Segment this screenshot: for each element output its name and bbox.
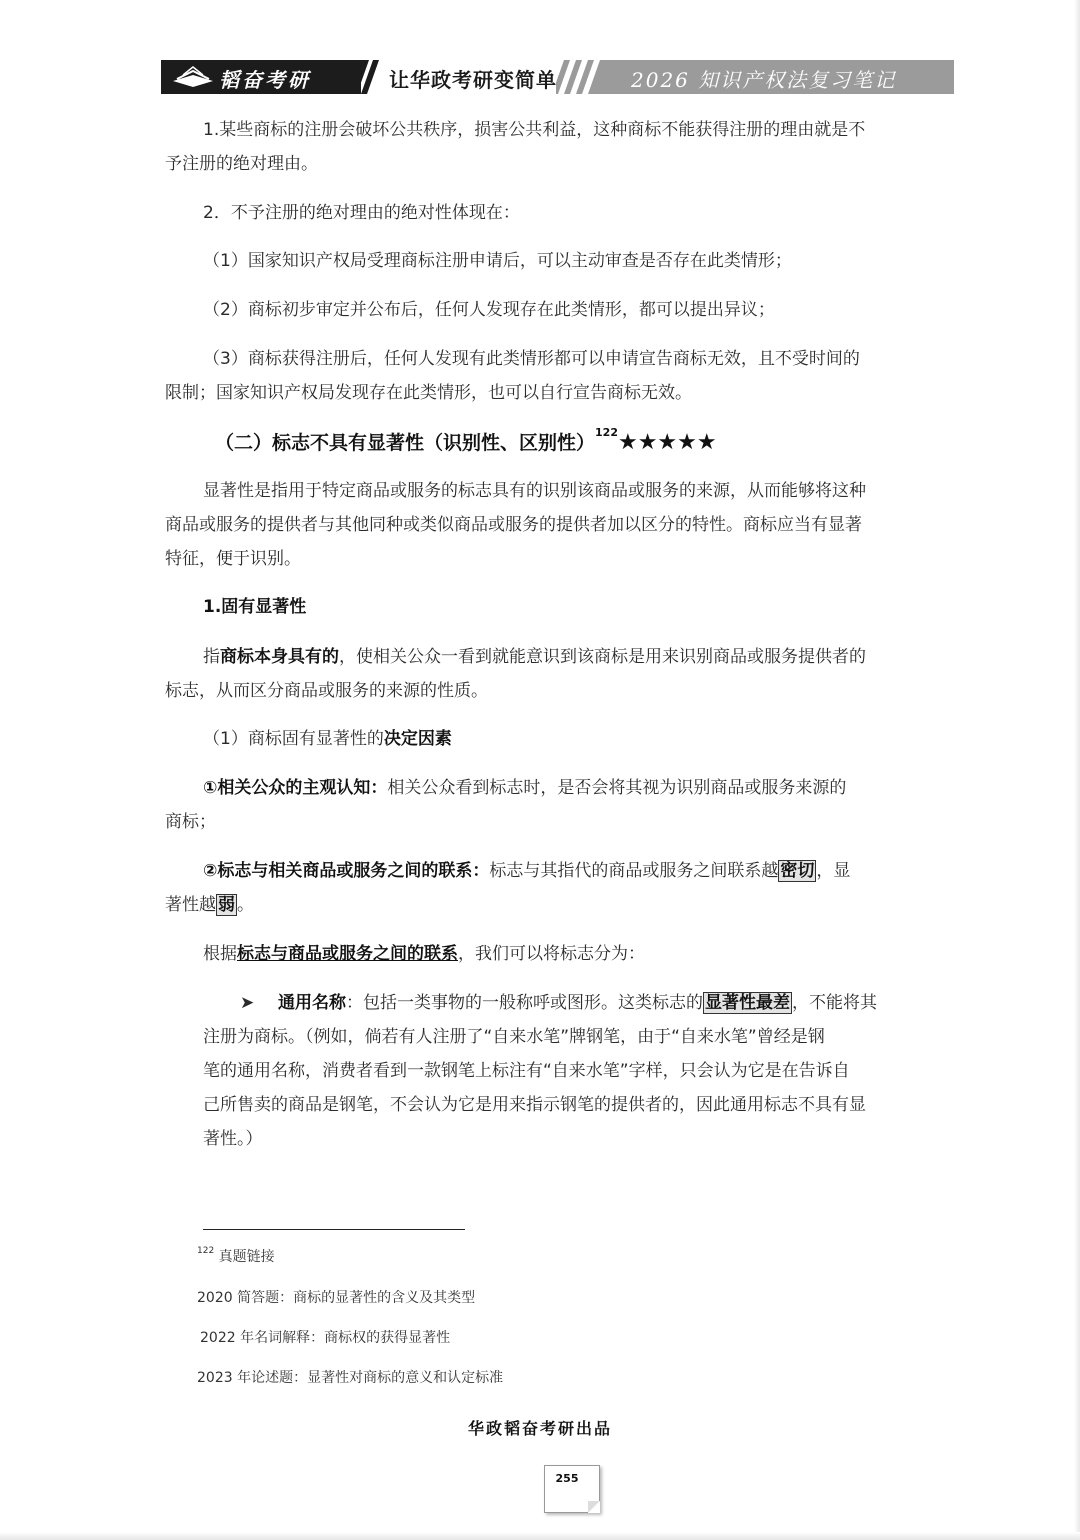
page-number-tag [544,1465,600,1513]
text-run: ，显 [816,861,851,881]
bold-run: 通用名称 [278,993,346,1013]
paragraph-4-line-1 [203,640,866,674]
subheading-inherent: 1.固有显著性 [203,597,307,617]
list-item-3-line-2: 限制；国家知识产权局发现存在此类情形，也可以自行宣告商标无效。 [165,383,692,403]
footnote-divider [203,1229,465,1230]
book-title-block [601,60,954,94]
bullet-line-2: 注册为商标。（例如，倘若有人注册了“自来水笔”牌钢笔，由于“自来水笔”曾经是钢 [203,1027,825,1047]
footnote-number: 122 [197,1246,215,1256]
footnote-item-3: 2023 年论述题：显著性对商标的意义和认定标准 [197,1370,504,1386]
boxed-keyword: 显著性最差 [705,993,790,1013]
underlined-bold-run: 标志与商品或服务之间的联系 [237,944,458,964]
text-run: ，使相关公众一看到就能意识到该商标是用来识别商品或服务提供者的 [339,647,866,667]
text-run: ，不能将其 [792,993,877,1013]
page-edge-bottom [0,1532,1080,1540]
text-run: 。 [237,895,254,915]
paragraph-3-line-2: 商品或服务的提供者与其他同种或类似商品或服务的提供者加以区分的特性。商标应当有显著 [165,515,862,535]
paragraph-1-line-1: 1.某些商标的注册会破坏公共秩序，损害公共利益，这种商标不能获得注册的理由就是不 [203,120,866,140]
paragraph-6-line-1 [203,771,846,805]
paragraph-3-line-1: 显著性是指用于特定商品或服务的标志具有的识别该商品或服务的来源，从而能够将这种 [203,481,866,501]
text-run: ：包括一类事物的一般称呼或图形。这类标志的 [346,993,703,1013]
text-run: （1）商标固有显著性的 [203,729,384,749]
paragraph-7-line-1 [203,854,850,888]
text-run: ，我们可以将标志分为： [458,944,645,964]
section-heading [215,428,717,455]
paragraph-2: 2．不予注册的绝对理由的绝对性体现在： [203,203,520,223]
footnote-heading: 真题链接 [218,1249,275,1265]
bullet-line-1 [278,986,877,1020]
page-curl [588,1501,600,1513]
page-number: 255 [555,1472,579,1485]
bullet-arrow-icon: ➤ [240,993,255,1013]
footer-brand: 华政韬奋考研出品 [467,1419,612,1438]
list-item-1: （1）国家知识产权局受理商标注册申请后，可以主动审查是否存在此类情形； [203,251,792,271]
text-run: 标志与其指代的商品或服务之间联系越 [489,861,779,881]
footnote-item-2: 2022 年名词解释：商标权的获得显著性 [200,1330,451,1346]
book-logo-icon [169,65,217,89]
header-slogan: 让华政考研变简单 [389,68,557,92]
paragraph-5 [203,722,452,756]
footnote-ref[interactable]: 122 [595,426,618,439]
list-item-3-line-1: （3）商标获得注册后，任何人发现有此类情形都可以申请宣告商标无效，且不受时间的 [203,349,860,369]
paragraph-3-line-3: 特征，便于识别。 [165,549,301,569]
text-run: 著性越 [165,895,216,915]
header-banner [161,60,954,94]
boxed-keyword: 密切 [780,861,815,881]
bullet-line-4: 己所售卖的商品是钢笔，不会认为它是用来指示钢笔的提供者的，因此通用标志不具有显 [203,1095,866,1115]
brand-name: 韬奋考研 [219,68,311,92]
star-rating: ★★★★★ [617,430,717,455]
paragraph-1-line-2: 予注册的绝对理由。 [165,154,318,174]
text-run: 相关公众看到标志时，是否会将其视为识别商品或服务来源的 [387,778,847,798]
page-edge [1074,0,1080,1540]
footnote-title [197,1246,275,1266]
book-title: 2026 知识产权法复习笔记 [631,68,897,92]
section-heading-text: （二）标志不具有显著性（识别性、区别性） [215,432,596,454]
bold-run: 商标本身具有的 [220,647,339,667]
bold-run: ②标志与相关商品或服务之间的联系： [203,861,490,881]
bold-run: ①相关公众的主观认知： [203,778,388,798]
paragraph-6-line-2: 商标； [165,812,216,832]
paragraph-7-line-2 [165,888,254,922]
footnote-item-1: 2020 简答题：商标的显著性的含义及其类型 [197,1290,476,1306]
paragraph-4-line-2: 标志，从而区分商品或服务的来源的性质。 [165,681,488,701]
brand-block [161,60,361,94]
bullet-line-3: 笔的通用名称，消费者看到一款钢笔上标注有“自来水笔”字样，只会认为它是在告诉自 [203,1061,850,1081]
boxed-keyword: 弱 [218,895,235,915]
text-run: 指 [203,647,220,667]
banner-stripes [351,60,391,94]
paragraph-8 [203,937,645,971]
list-item-2: （2）商标初步审定并公布后，任何人发现存在此类情形，都可以提出异议； [203,300,775,320]
text-run: 根据 [203,944,237,964]
bullet-line-5: 著性。） [203,1129,263,1149]
bold-run: 决定因素 [383,729,452,749]
